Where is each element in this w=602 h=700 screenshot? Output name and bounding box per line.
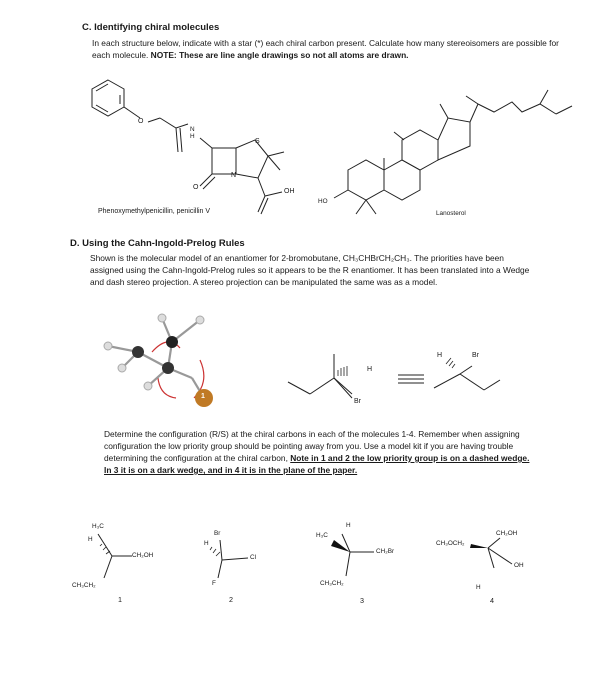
m1-bottom: CH₃CH₂ [72,582,96,589]
section-d-heading: D. Using the Cahn-Ingold-Prelog Rules [70,238,245,249]
model-priority-1: 1 [201,393,205,400]
m4-right: OH [514,562,524,569]
model-priority-3: 3 [172,324,176,331]
projection-br: Br [354,398,361,405]
m1-number: 1 [118,595,122,604]
task-paragraph [104,428,534,476]
atom-s: S [255,138,260,145]
m4-number: 4 [490,596,494,605]
m4-topright: CH₂OH [496,530,518,537]
lanosterol-ho: HO [318,198,328,205]
atom-o-ether: O [138,118,144,125]
m2-bottom: F [212,580,216,587]
atom-o-carbonyl: O [193,184,199,191]
m2-right: Cl [250,554,257,561]
penicillin-name: Phenoxymethylpenicillin, penicillin V [98,208,211,215]
atom-nh: N H [190,126,195,140]
m3-left: H₃C [316,532,328,539]
m3-top: H [346,522,351,529]
m2-number: 2 [229,595,233,604]
task-underline-note: Note in 1 and 2 the low priority group is on a dashed wedge. In 3 it is on a dark wedge, and in 4 it is in the plane of the paper. [104,453,530,475]
projection2-h: H [437,352,443,359]
lanosterol-ring-a [348,160,384,200]
m4-left: CH₃OCH₂ [436,540,465,547]
projection-h: H [367,366,373,373]
m2-top: Br [214,530,221,537]
atom-n: N [231,172,237,179]
m1-top: H₃C [92,523,104,530]
task-text: Determine the configuration (R/S) at the chiral carbons in each of the molecules 1-4. Remember when assigning configuration the low priority group should be pointing away from you. Use a model kit if you are having trouble determining the configuration at the chiral carbon, [104,429,520,463]
m4-bottom: H [476,584,481,591]
phenyl-ring [92,80,124,116]
m3-bottom: CH₃CH₂ [320,580,344,587]
lanosterol-name: Lanosterol [436,210,466,217]
m1-h: H [88,536,93,543]
section-c-heading: C. Identifying chiral molecules [82,22,220,33]
beta-lactam-ring [212,148,236,174]
m3-number: 3 [360,596,364,605]
section-d-paragraph: Shown is the molecular model of an enantiomer for 2-bromobutane, CH₃CHBrCH₂CH₃. The priorities have been assigned using the Cahn-Ingold-Prelog rules so it appears to be the R enantiomer. It has been translated into a Wedge and dash stereo projection. A stereo projection can be manipulated the same was as a model. [90,253,530,287]
projection2-br: Br [472,352,479,359]
m3-right: CH₂Br [376,548,395,555]
m1-right: CH₂OH [132,552,154,559]
atom-oh: OH [284,188,295,195]
note-label: NOTE: [150,50,177,60]
m2-h: H [204,540,209,547]
instructions-text: In each structure below, indicate with a star (*) each chiral carbon present. Calculate how many stereoisomers are possible for each molecule. [92,38,559,60]
note-text: These are line angle drawings so not all atoms are drawn. [179,50,409,60]
